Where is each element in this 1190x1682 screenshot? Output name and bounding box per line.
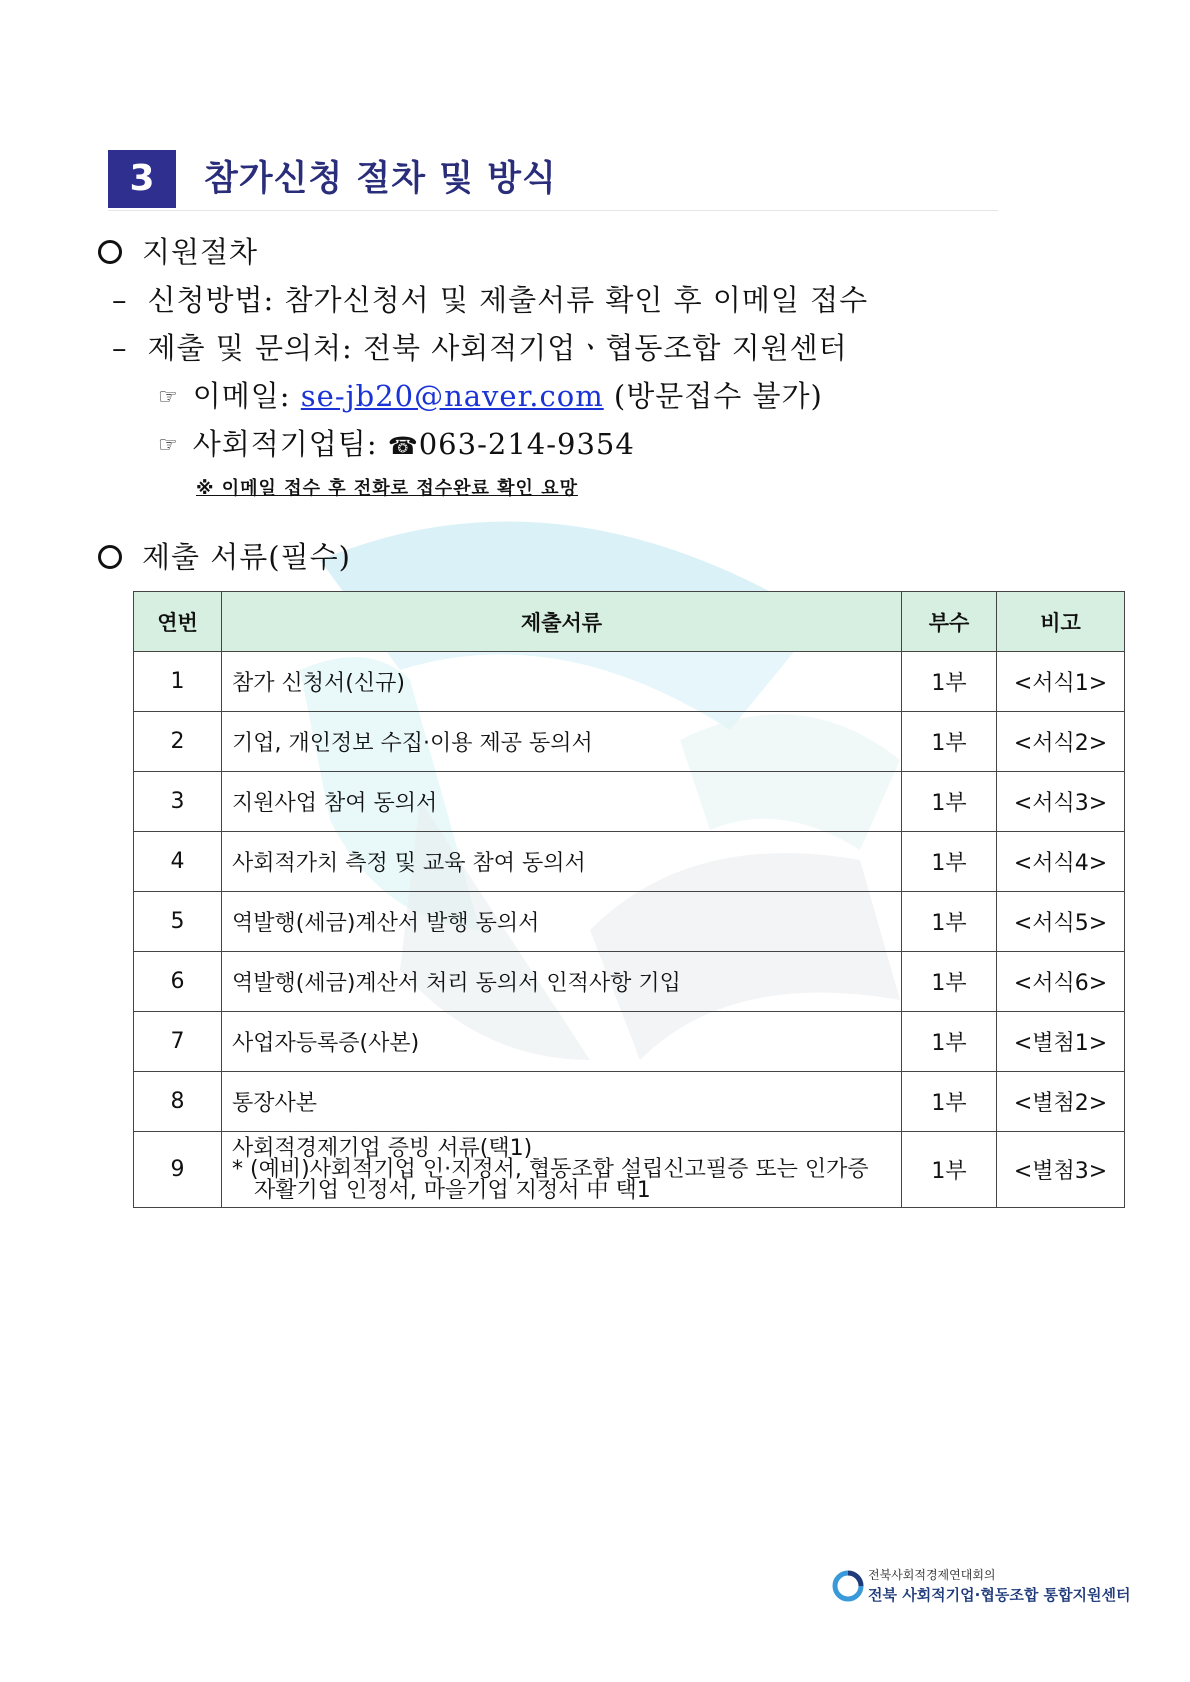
copies: 1부 [902, 952, 997, 1012]
remarks: <서식6> [997, 952, 1125, 1012]
copies: 1부 [902, 892, 997, 952]
row-number: 7 [134, 1012, 222, 1072]
row-number: 3 [134, 772, 222, 832]
email-note: (방문접수 불가) [613, 379, 823, 413]
document-name-line: * (예비)사회적기업 인·지정서, 협동조합 설립신고필증 또는 인가증 [232, 1157, 869, 1182]
section-header [108, 150, 998, 211]
table-row [134, 712, 1125, 772]
procedure-contact: – 제출 및 문의처: 전북 사회적기업ㆍ협동조합 지원센터 [112, 331, 848, 365]
dash-bullet: – [112, 331, 128, 365]
row-number: 5 [134, 892, 222, 952]
phone-number: 063-214-9354 [418, 427, 635, 461]
table-row [134, 952, 1125, 1012]
notice: ※ 이메일 접수 후 전화로 접수완료 확인 요망 [196, 478, 578, 499]
copies: 1부 [902, 712, 997, 772]
document-name: 참가 신청서(신규) [222, 652, 902, 712]
remarks: <서식1> [997, 652, 1125, 712]
footer-org-small: 전북사회적경제연대회의 [868, 1568, 996, 1582]
document-name: 사업자등록증(사본) [222, 1012, 902, 1072]
row-number: 6 [134, 952, 222, 1012]
team-label: 사회적기업팀: [192, 427, 378, 461]
section-title: 참가신청 절차 및 방식 [204, 159, 557, 199]
column-header: 제출서류 [222, 592, 902, 652]
section-number: 3 [108, 150, 176, 208]
organization-logo-icon [832, 1570, 864, 1602]
email-label: 이메일: [192, 379, 291, 413]
footer-org-name: 전북 사회적기업·협동조합 통합지원센터 [868, 1586, 1131, 1604]
copies: 1부 [902, 772, 997, 832]
document-name: 역발행(세금)계산서 처리 동의서 인적사항 기입 [222, 952, 902, 1012]
document-name [222, 1132, 902, 1208]
copies: 1부 [902, 1132, 997, 1208]
copies: 1부 [902, 832, 997, 892]
remarks: <별첨3> [997, 1132, 1125, 1208]
footer-branding [832, 1566, 1131, 1614]
document-name: 통장사본 [222, 1072, 902, 1132]
row-number: 2 [134, 712, 222, 772]
row-number: 9 [134, 1132, 222, 1208]
email-line [158, 374, 823, 415]
document-name: 역발행(세금)계산서 발행 동의서 [222, 892, 902, 952]
dash-bullet: – [112, 283, 128, 317]
email-link[interactable]: se-jb20@naver.com [300, 379, 604, 413]
row-number: 8 [134, 1072, 222, 1132]
documents-table [133, 591, 1125, 1208]
remarks: <별첨2> [997, 1072, 1125, 1132]
procedure-method: – 신청방법: 참가신청서 및 제출서류 확인 후 이메일 접수 [112, 283, 869, 317]
column-header: 연번 [134, 592, 222, 652]
table-row [134, 1132, 1125, 1208]
row-number: 1 [134, 652, 222, 712]
table-row [134, 772, 1125, 832]
document-name-line: 사회적경제기업 증빙 서류(택1) [232, 1136, 533, 1161]
procedure-heading: 지원절차 [98, 230, 258, 271]
row-number: 4 [134, 832, 222, 892]
column-header: 비고 [997, 592, 1125, 652]
column-header: 부수 [902, 592, 997, 652]
copies: 1부 [902, 1072, 997, 1132]
remarks: <별첨1> [997, 1012, 1125, 1072]
document-name: 기업, 개인정보 수집·이용 제공 동의서 [222, 712, 902, 772]
copies: 1부 [902, 652, 997, 712]
table-row [134, 892, 1125, 952]
remarks: <서식2> [997, 712, 1125, 772]
table-header-row [134, 592, 1125, 652]
circle-bullet-icon [98, 545, 122, 569]
phone-line [158, 422, 635, 463]
remarks: <서식5> [997, 892, 1125, 952]
document-name-line: 자활기업 인정서, 마을기업 지정서 中 택1 [254, 1178, 651, 1203]
document-name: 사회적가치 측정 및 교육 참여 동의서 [222, 832, 902, 892]
documents-heading: 제출 서류(필수) [98, 535, 351, 576]
telephone-icon: ☎ [387, 432, 419, 460]
pointing-hand-icon: ☞ [158, 385, 179, 410]
document-name: 지원사업 참여 동의서 [222, 772, 902, 832]
table-row [134, 1012, 1125, 1072]
table-row [134, 832, 1125, 892]
copies: 1부 [902, 1012, 997, 1072]
table-row [134, 652, 1125, 712]
remarks: <서식3> [997, 772, 1125, 832]
pointing-hand-icon: ☞ [158, 433, 179, 458]
remarks: <서식4> [997, 832, 1125, 892]
circle-bullet-icon [98, 240, 122, 264]
table-row [134, 1072, 1125, 1132]
